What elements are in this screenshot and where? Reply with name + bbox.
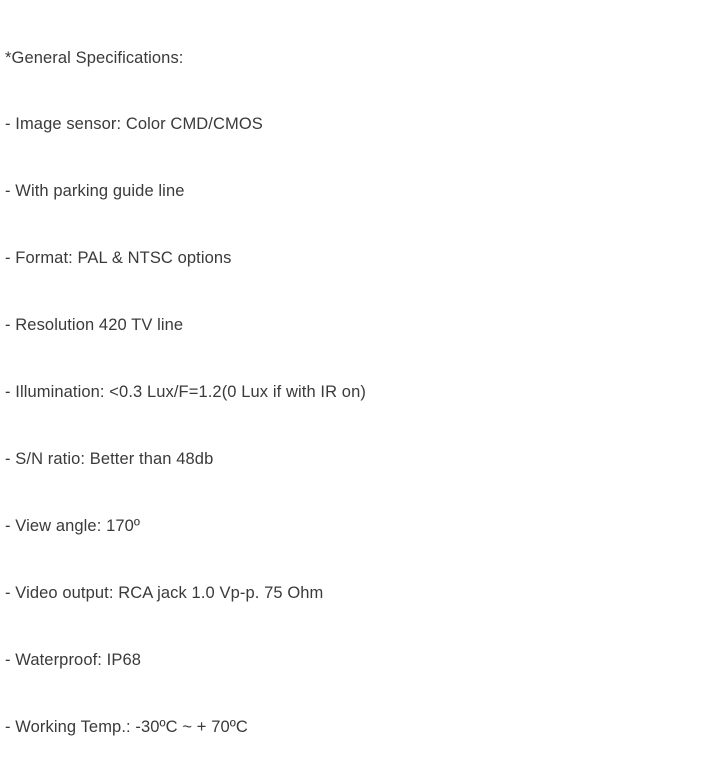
spec-line-resolution: - Resolution 420 TV line — [5, 316, 184, 335]
spec-line-sn-ratio: - S/N ratio: Better than 48db — [5, 449, 214, 468]
spec-line-working-temp: - Working Temp.: -30ºC ~ + 70ºC — [5, 717, 248, 736]
general-specifications-block — [5, 2, 366, 782]
spec-line-waterproof: - Waterproof: IP68 — [5, 650, 141, 669]
spec-line-format: - Format: PAL & NTSC options — [5, 249, 232, 268]
spec-line-parking-guide: - With parking guide line — [5, 182, 185, 201]
spec-title: *General Specifications: — [5, 48, 184, 67]
spec-line-video-output: - Video output: RCA jack 1.0 Vp-p. 75 Ohm — [5, 583, 324, 602]
spec-line-illumination: - Illumination: <0.3 Lux/F=1.2(0 Lux if with IR on) — [5, 383, 366, 402]
spec-line-image-sensor: - Image sensor: Color CMD/CMOS — [5, 115, 263, 134]
spec-line-view-angle: - View angle: 170º — [5, 516, 141, 535]
